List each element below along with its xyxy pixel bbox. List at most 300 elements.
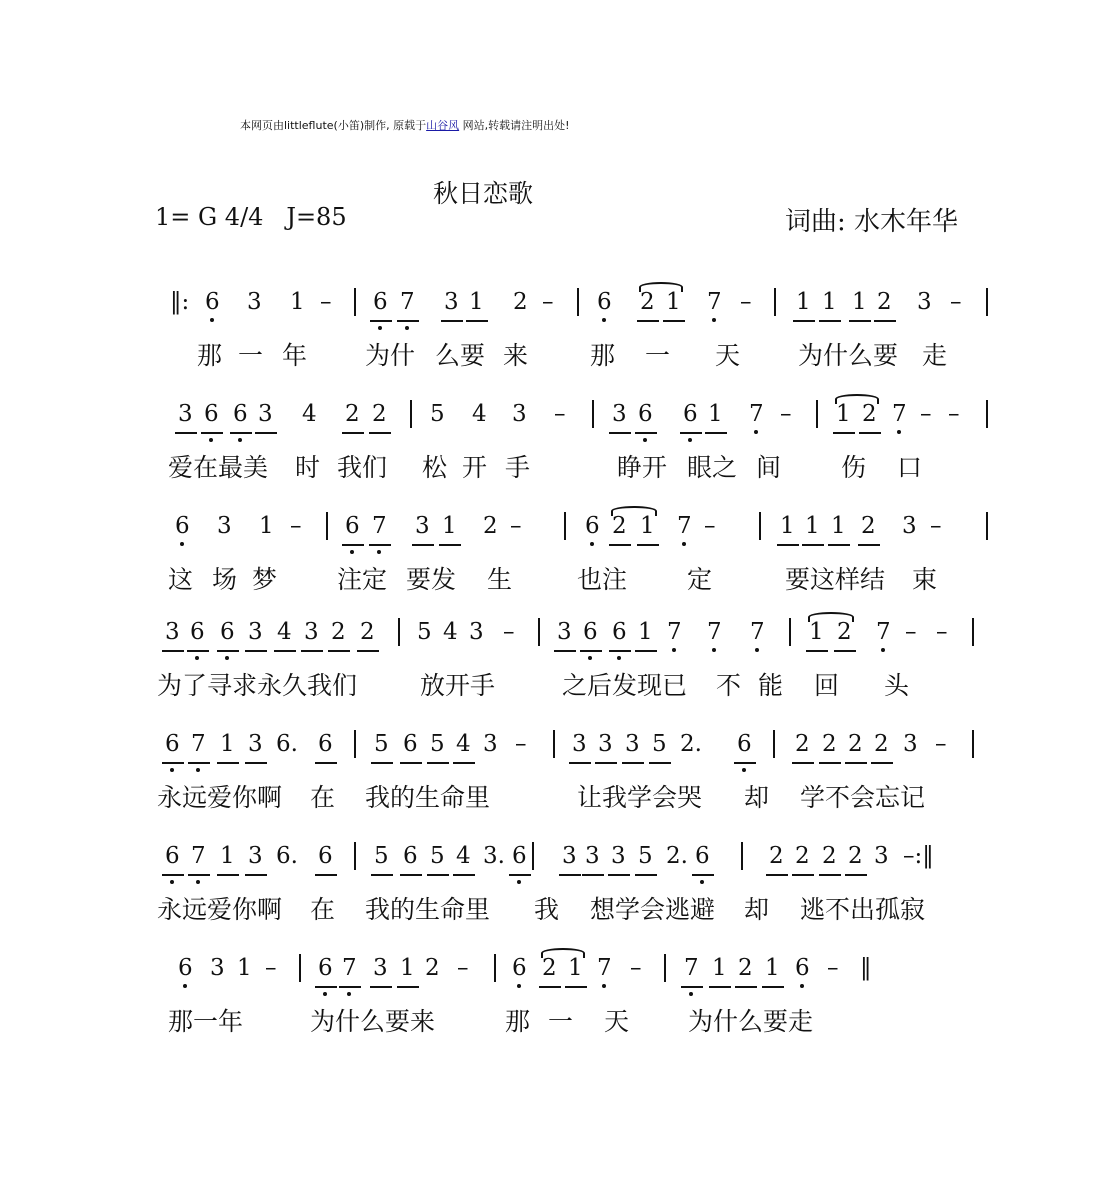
eighth-underline — [609, 650, 631, 652]
song-author: 词曲: 水木年华 — [785, 207, 959, 237]
eighth-underline — [608, 874, 630, 876]
lyric-word: 走 — [922, 341, 948, 370]
dash: – — [515, 731, 527, 757]
lyric-word: 一 — [548, 1007, 574, 1036]
eighth-underline — [833, 432, 855, 434]
eighth-underline — [858, 544, 880, 546]
dash: – — [510, 513, 522, 539]
note: 3 — [557, 619, 572, 645]
low-octave-dot — [643, 438, 647, 442]
eighth-underline — [871, 762, 893, 764]
note: 4 — [277, 619, 292, 645]
eighth-underline — [342, 432, 364, 434]
lyric-word: 要这样结 — [785, 565, 886, 594]
eighth-underline — [370, 986, 392, 988]
low-octave-dot — [689, 992, 693, 996]
eighth-underline — [217, 762, 239, 764]
note: 3 — [572, 731, 587, 757]
note: 5 — [430, 401, 445, 427]
lyric-word: 定 — [687, 565, 713, 594]
eighth-underline — [400, 874, 422, 876]
eighth-underline — [762, 986, 784, 988]
eighth-underline — [635, 874, 657, 876]
eighth-underline — [766, 874, 788, 876]
eighth-underline — [400, 762, 422, 764]
note: 1 — [796, 289, 811, 315]
lyric-word: 一 — [645, 341, 671, 370]
note: 7 — [191, 731, 206, 757]
eighth-underline — [734, 762, 756, 764]
eighth-underline — [245, 650, 267, 652]
dash: – — [740, 289, 752, 315]
note: 1 — [831, 513, 846, 539]
lyric-word: 却 — [744, 895, 770, 924]
note: 3 — [903, 731, 918, 757]
lyric-word: 我的生命里 — [365, 783, 491, 812]
lyric-word: 年 — [282, 341, 308, 370]
note: 2 — [542, 955, 557, 981]
lyric-word: 那 — [505, 1007, 531, 1036]
note: 6 — [373, 289, 388, 315]
note: 2 — [738, 955, 753, 981]
lyric-word: 一 — [238, 341, 264, 370]
note: 1 — [780, 513, 795, 539]
bar-line — [354, 730, 356, 758]
dash: – — [554, 401, 566, 427]
note: 3 — [165, 619, 180, 645]
note: 3 — [247, 289, 262, 315]
note: 6 — [190, 619, 205, 645]
lyric-word: 在 — [310, 783, 336, 812]
eighth-underline — [819, 762, 841, 764]
lyric-word: 放开手 — [420, 671, 496, 700]
note: 2 — [769, 843, 784, 869]
lyric-word: 时 — [295, 453, 321, 482]
eighth-underline — [175, 432, 197, 434]
note: 5 — [652, 731, 667, 757]
eighth-underline — [637, 320, 659, 322]
note: 3 — [210, 955, 225, 981]
eighth-underline — [806, 650, 828, 652]
bar-line — [553, 730, 555, 758]
bar-line — [592, 400, 594, 428]
note: 3 — [483, 731, 498, 757]
bar-line — [532, 842, 534, 870]
lyric-word: 在 — [310, 895, 336, 924]
lyric-word: 为了寻求永久我们 — [157, 671, 358, 700]
eighth-underline — [692, 874, 714, 876]
note: 5 — [417, 619, 432, 645]
low-octave-dot — [350, 550, 354, 554]
eighth-underline — [539, 986, 561, 988]
low-octave-dot — [688, 438, 692, 442]
eighth-underline — [509, 874, 531, 876]
eighth-underline — [369, 544, 391, 546]
note: 1 — [220, 731, 235, 757]
lyric-word: 睁开 — [617, 453, 668, 482]
eighth-underline — [217, 874, 239, 876]
lyric-word: 我的生命里 — [365, 895, 491, 924]
note: 6 — [204, 401, 219, 427]
low-octave-dot — [170, 880, 174, 884]
note: 7 — [684, 955, 699, 981]
note: 1 — [765, 955, 780, 981]
lyric-word: 我们 — [337, 453, 388, 482]
note: 2. — [680, 731, 702, 757]
eighth-underline — [315, 986, 337, 988]
note: 5 — [430, 843, 445, 869]
low-octave-dot — [588, 656, 592, 660]
note: 1 — [237, 955, 252, 981]
note: 6 — [695, 843, 710, 869]
note: 2 — [837, 619, 852, 645]
eighth-underline — [315, 762, 337, 764]
note: 6 — [165, 731, 180, 757]
note: 2 — [513, 289, 528, 315]
eighth-underline — [649, 762, 671, 764]
eighth-underline — [834, 650, 856, 652]
note: 6 — [318, 955, 333, 981]
dash: – — [503, 619, 515, 645]
lyric-word: 间 — [756, 453, 782, 482]
eighth-underline — [188, 762, 210, 764]
note: 2 — [862, 401, 877, 427]
eighth-underline — [609, 432, 631, 434]
low-octave-dot — [405, 326, 409, 330]
note: 7 — [707, 289, 722, 315]
eighth-underline — [845, 874, 867, 876]
lyric-word: 来 — [503, 341, 529, 370]
lyric-word: 我 — [534, 895, 560, 924]
lyric-word: 天 — [604, 1007, 630, 1036]
note: 6 — [683, 401, 698, 427]
dash: – — [935, 731, 947, 757]
low-octave-dot — [897, 430, 901, 434]
note: 6 — [512, 843, 527, 869]
lyric-word: 不 — [716, 671, 742, 700]
dash: – — [930, 513, 942, 539]
dash: – — [265, 955, 277, 981]
low-octave-dot — [602, 318, 606, 322]
lyric-word: 能 — [758, 671, 784, 700]
dash: – — [630, 955, 642, 981]
note: 6 — [638, 401, 653, 427]
dash: – — [920, 401, 932, 427]
low-octave-dot — [323, 992, 327, 996]
note: 6 — [512, 955, 527, 981]
lyric-word: 为什么要来 — [310, 1007, 436, 1036]
eighth-underline — [680, 432, 702, 434]
note: 4 — [443, 619, 458, 645]
lyric-word: 也注 — [577, 565, 628, 594]
note: 2 — [848, 731, 863, 757]
note: 1 — [809, 619, 824, 645]
eighth-underline — [681, 986, 703, 988]
note: 6. — [276, 731, 298, 757]
note: 6 — [597, 289, 612, 315]
note: 1 — [469, 289, 484, 315]
eighth-underline — [187, 650, 209, 652]
lyric-word: 梦 — [252, 565, 278, 594]
note: 2 — [877, 289, 892, 315]
dash: – — [905, 619, 917, 645]
lyric-word: 口 — [897, 453, 923, 482]
bar-line — [759, 512, 761, 540]
eighth-underline — [637, 544, 659, 546]
note: 6 — [220, 619, 235, 645]
eighth-underline — [342, 544, 364, 546]
lyric-word: 学不会忘记 — [800, 783, 926, 812]
low-octave-dot — [225, 656, 229, 660]
note: 3 — [415, 513, 430, 539]
eighth-underline — [663, 320, 685, 322]
eighth-underline — [427, 762, 449, 764]
source-site-link[interactable]: 山谷风 — [426, 119, 460, 132]
lyric-word: 回 — [814, 671, 840, 700]
note: 1 — [708, 401, 723, 427]
bar-line — [986, 400, 988, 428]
eighth-underline — [201, 432, 223, 434]
note: 1 — [640, 513, 655, 539]
lyric-word: 开 — [462, 453, 488, 482]
lyric-word: 这 — [168, 565, 194, 594]
note: 2 — [822, 731, 837, 757]
eighth-underline — [802, 544, 824, 546]
dash: – — [827, 955, 839, 981]
lyric-word: 为什么要走 — [688, 1007, 814, 1036]
note: 6 — [585, 513, 600, 539]
dash: – — [542, 289, 554, 315]
note: 3 — [512, 401, 527, 427]
eighth-underline — [453, 762, 475, 764]
note: 3 — [917, 289, 932, 315]
note: 2 — [483, 513, 498, 539]
note: 6 — [318, 731, 333, 757]
eighth-underline — [595, 762, 617, 764]
low-octave-dot — [742, 768, 746, 772]
eighth-underline — [635, 650, 657, 652]
repeat-sign: –:‖ — [903, 843, 934, 869]
low-octave-dot — [238, 438, 242, 442]
bar-line — [741, 842, 743, 870]
lyric-word: 爱在最美 — [168, 453, 269, 482]
note: 1 — [712, 955, 727, 981]
note: 6 — [612, 619, 627, 645]
bar-line — [773, 730, 775, 758]
lyric-word: 那一年 — [168, 1007, 244, 1036]
note: 2 — [795, 843, 810, 869]
lyric-word: 生 — [487, 565, 513, 594]
eighth-underline — [301, 650, 323, 652]
eighth-underline — [339, 986, 361, 988]
note: 7 — [400, 289, 415, 315]
dash: – — [936, 619, 948, 645]
dash: – — [948, 401, 960, 427]
note: 7 — [667, 619, 682, 645]
note: 3 — [248, 731, 263, 757]
lyric-word: 场 — [212, 565, 238, 594]
lyric-word: 天 — [715, 341, 741, 370]
note: 3 — [304, 619, 319, 645]
note: 3 — [469, 619, 484, 645]
eighth-underline — [397, 320, 419, 322]
eighth-underline — [793, 320, 815, 322]
eighth-underline — [845, 762, 867, 764]
dash: – — [780, 401, 792, 427]
eighth-underline — [188, 874, 210, 876]
eighth-underline — [162, 762, 184, 764]
eighth-underline — [559, 874, 581, 876]
lyric-word: 想学会逃避 — [590, 895, 716, 924]
low-octave-dot — [712, 648, 716, 652]
note: 3. — [483, 843, 505, 869]
eighth-underline — [162, 874, 184, 876]
note: 3 — [178, 401, 193, 427]
eighth-underline — [369, 432, 391, 434]
repeat-sign: ‖: — [170, 289, 190, 315]
note: 6 — [205, 289, 220, 315]
eighth-underline — [777, 544, 799, 546]
eighth-underline — [735, 986, 757, 988]
note: 2 — [795, 731, 810, 757]
note: 1 — [259, 513, 274, 539]
eighth-underline — [828, 544, 850, 546]
note: 3 — [625, 731, 640, 757]
note: 3 — [902, 513, 917, 539]
lyric-word: 么要 — [435, 341, 486, 370]
note: 3 — [562, 843, 577, 869]
note: 3 — [585, 843, 600, 869]
dash: – — [950, 289, 962, 315]
lyric-word: 永远爱你啊 — [157, 895, 283, 924]
note: 3 — [248, 843, 263, 869]
eighth-underline — [609, 544, 631, 546]
note: 7 — [750, 619, 765, 645]
lyric-word: 束 — [912, 565, 938, 594]
note: 2 — [822, 843, 837, 869]
note: 7 — [749, 401, 764, 427]
dash: – — [290, 513, 302, 539]
note: 5 — [374, 731, 389, 757]
lyric-word: 为什 — [365, 341, 416, 370]
eighth-underline — [255, 432, 277, 434]
eighth-underline — [357, 650, 379, 652]
eighth-underline — [466, 320, 488, 322]
lyric-word: 头 — [884, 671, 910, 700]
credit-line — [240, 117, 570, 133]
lyric-word: 手 — [505, 453, 531, 482]
low-octave-dot — [590, 542, 594, 546]
eighth-underline — [370, 320, 392, 322]
eighth-underline — [819, 874, 841, 876]
low-octave-dot — [378, 326, 382, 330]
bar-line — [972, 730, 974, 758]
low-octave-dot — [347, 992, 351, 996]
lyric-word: 永远爱你啊 — [157, 783, 283, 812]
low-octave-dot — [800, 984, 804, 988]
low-octave-dot — [210, 318, 214, 322]
note: 6 — [737, 731, 752, 757]
eighth-underline — [622, 762, 644, 764]
eighth-underline — [565, 986, 587, 988]
bar-line — [816, 400, 818, 428]
eighth-underline — [569, 762, 591, 764]
note: 3 — [444, 289, 459, 315]
note: 3 — [373, 955, 388, 981]
dash: – — [457, 955, 469, 981]
note: 2 — [861, 513, 876, 539]
low-octave-dot — [209, 438, 213, 442]
low-octave-dot — [517, 880, 521, 884]
key-signature: 1= G 4/4 J=85 — [155, 203, 347, 231]
note: 1 — [638, 619, 653, 645]
eighth-underline — [315, 874, 337, 876]
bar-line — [789, 618, 791, 646]
note: 1 — [220, 843, 235, 869]
note: 6 — [403, 843, 418, 869]
note: 1 — [822, 289, 837, 315]
eighth-underline — [792, 874, 814, 876]
note: 6 — [795, 955, 810, 981]
lyric-word: 却 — [744, 783, 770, 812]
note: 6. — [276, 843, 298, 869]
eighth-underline — [453, 874, 475, 876]
lyric-word: 那 — [197, 341, 223, 370]
bar-line — [577, 288, 579, 316]
bar-line — [354, 842, 356, 870]
low-octave-dot — [754, 430, 758, 434]
note: 4 — [302, 401, 317, 427]
dash: – — [320, 289, 332, 315]
note: 2 — [848, 843, 863, 869]
note: 3 — [598, 731, 613, 757]
eighth-underline — [580, 650, 602, 652]
note: 1 — [290, 289, 305, 315]
low-octave-dot — [881, 648, 885, 652]
note: 7 — [677, 513, 692, 539]
dash: – — [704, 513, 716, 539]
note: 1 — [852, 289, 867, 315]
bar-line — [972, 618, 974, 646]
eighth-underline — [441, 320, 463, 322]
note: 1 — [805, 513, 820, 539]
low-octave-dot — [195, 656, 199, 660]
eighth-underline — [371, 762, 393, 764]
note: 2 — [425, 955, 440, 981]
eighth-underline — [439, 544, 461, 546]
eighth-underline — [554, 650, 576, 652]
lyric-word: 要发 — [406, 565, 457, 594]
eighth-underline — [635, 432, 657, 434]
bar-line — [538, 618, 540, 646]
note: 6 — [175, 513, 190, 539]
low-octave-dot — [602, 984, 606, 988]
eighth-underline — [371, 874, 393, 876]
note: 4 — [456, 731, 471, 757]
credit-prefix: 本网页由littleflute(小笛)制作, 原载于 — [240, 119, 427, 132]
note: 1 — [666, 289, 681, 315]
note: 6 — [583, 619, 598, 645]
note: 1 — [568, 955, 583, 981]
low-octave-dot — [517, 984, 521, 988]
note: 1 — [442, 513, 457, 539]
lyric-word: 注定 — [337, 565, 388, 594]
note: 3 — [258, 401, 273, 427]
lyric-word: 眼之 — [687, 453, 738, 482]
bar-line — [299, 954, 301, 982]
bar-line — [774, 288, 776, 316]
low-octave-dot — [196, 880, 200, 884]
